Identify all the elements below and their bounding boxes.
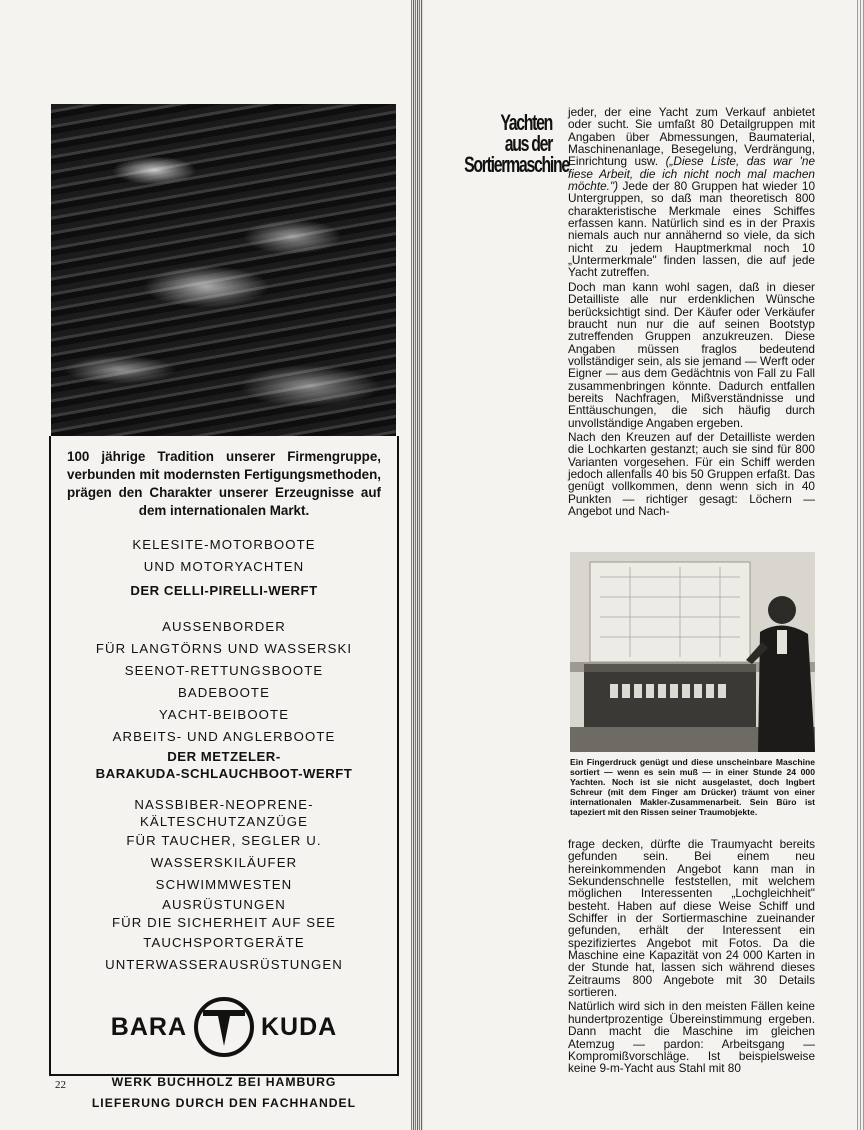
- ad-maker-line: BARAKUDA-SCHLAUCHBOOT-WERFT: [95, 766, 353, 781]
- page-number: 22: [55, 1079, 66, 1091]
- ad-line: FÜR LANGTÖRNS UND WASSERSKI: [95, 641, 353, 656]
- ad-line: SCHWIMMWESTEN: [155, 877, 293, 892]
- office-scene-illustration: [570, 552, 815, 752]
- ad-line: AUSSENBORDER: [162, 619, 286, 634]
- article-paragraph: Natürlich wird sich in den meisten Fällen keine hundertprozentige Übereinstimmung ergeben. Dann macht die Maschine im gleichen Atemzug — pardon: Arbeitsgang — Kompromißvorschläge. Ist beispielsweise keine 9-m-Yacht aus Stahl mit 80: [568, 999, 815, 1076]
- article-paragraph: frage decken, dürfte die Traumyacht bereits gefunden sein. Bei einem neu hereinkommenden Angebot kann man in Sekundenschnelle feststellen, mit welchem möglichen Interessenten „Lochgleichheit" besteht. Haben auf diese Weise Schiff und Schiffer in der Sortiermaschine zueinander gefunden, erhält der Interessent ein spezifiziertes Angebot mit Fotos. Da die Maschine eine Kapazität von 24 000 Karten in der Stunde hat, lassen sich während dieses Zeitraums 800 Angebote mit 30 Details sortieren.: [568, 837, 815, 1000]
- headline-line: Sortiermaschine: [464, 152, 569, 177]
- ad-line: SEENOT-RETTUNGSBOOTE: [124, 663, 324, 678]
- sea-waves-photo: [51, 104, 396, 436]
- ad-line: UNTERWASSERAUSRÜSTUNGEN: [105, 957, 343, 972]
- ad-footer: [51, 1072, 397, 1114]
- ad-line: ARBEITS- UND ANGLERBOOTE: [112, 729, 336, 744]
- barakuda-logo: [51, 996, 397, 1058]
- ad-group-diving: [51, 796, 397, 976]
- page-edge: [857, 0, 864, 1130]
- ad-footer-line: WERK BUCHHOLZ BEI HAMBURG: [111, 1075, 337, 1089]
- article-paragraph: Doch man kann wohl sagen, daß in dieser Detailliste alle nur erdenklichen Wünsche berücksichtigt sind. Der Käufer oder Verkäufer braucht nun nur die auf seinen Bootstyp zutreffenden Gruppen anzukreuzen. Diese Angaben müssen fraglos bedeutend vollständiger sein, als sie jemand — Werft oder Eigner — aus dem Gedächtnis von Fall zu Fall zusammenbringen könnte. Dadurch entfallen bereits Nachfragen, Mißverständnisse und Enttäuschungen, die sich häufig durch unvollständige Angaben ergeben.: [568, 279, 815, 430]
- ad-line: BADEBOOTE: [178, 685, 270, 700]
- ad-maker-line: DER CELLI-PIRELLI-WERFT: [130, 583, 318, 598]
- paragraph-text: Jede der 80 Gruppen hat wieder 10 Untergruppen, so daß man theoretisch 800 charakteristische Merkmale eines Schiffes erfassen kann. Natürlich sind es in der Praxis niemals auch nur annähernd so viele, da sich nicht zu jedem Hauptmerkmal noch 10 „Untermerkmale" finden lassen, die auf jede Yacht zutreffen.: [568, 179, 816, 280]
- article-headline: [464, 110, 569, 177]
- ad-line: FÜR TAUCHER, SEGLER U. WASSERSKILÄUFER: [126, 833, 322, 870]
- article-paragraph: Nach den Kreuzen auf der Detailliste werden die Lochkarten gestanzt; auch sie sind für 800 Varianten vorgesehen. Für ein Schiff werden jedoch allenfalls 40 bis 50 Gruppen erfaßt. Das genügt vollkommen, denn wenn sich in 40 Punkten — richtiger gesagt: Löchern — Angebot und Nach-: [568, 429, 815, 518]
- ad-line: AUSRÜSTUNGEN: [162, 897, 286, 912]
- binding-gutter: [411, 0, 423, 1130]
- article-paragraph: [568, 106, 815, 279]
- ad-line: FÜR DIE SICHERHEIT AUF SEE: [111, 915, 336, 930]
- article-column-bottom: [568, 838, 815, 1077]
- ad-line: TAUCHSPORTGERÄTE: [143, 935, 305, 950]
- photo-caption: Ein Fingerdruck genügt und diese unscheinbare Maschine sortiert — wenn es sein muß — in einer Stunde 24 000 Yachten. Noch ist sie nicht ausgelastet, doch Ingbert Schreur (mit dem Finger am Drücker) träumt von einer internationalen Makler-Zusammenarbeit. Sein Büro ist tapeziert mit den Rissen seiner Traumobjekte.: [570, 757, 815, 818]
- ad-intro-text: 100 jährige Tradition unserer Firmengruppe, verbunden mit modernsten Fertigungsmethoden, prägen den Charakter unserer Erzeugnisse auf dem internationalen Markt.: [67, 449, 381, 518]
- quote-text: („Diese Liste, das war 'ne fiese Arbeit, die ich nicht noch mal machen möchte."): [568, 154, 816, 194]
- sorting-machine-photo: [570, 552, 815, 752]
- ad-group-motorboats: [51, 534, 397, 602]
- paragraph-text: jeder, der eine Yacht zum Verkauf anbietet oder sucht. Sie umfaßt 80 Detailgruppen mit Angaben über Abmessungen, Baumaterial, Maschinenanlage, Besegelung, Verdrängung, Einrichtung usw.: [568, 105, 815, 169]
- ad-group-inflatables: [51, 616, 397, 782]
- ad-line: KÄLTESCHUTZANZÜGE: [140, 814, 308, 829]
- headline-line: Yachten: [500, 110, 552, 135]
- logo-text-right: KUDA: [261, 1012, 338, 1041]
- ad-maker-line: DER METZELER-: [167, 749, 281, 764]
- article-column-top: [568, 106, 815, 519]
- ad-line: UND MOTORYACHTEN: [143, 559, 305, 574]
- ad-footer-line: LIEFERUNG DURCH DEN FACHHANDEL: [91, 1096, 357, 1110]
- logo-text-left: BARA: [110, 1012, 187, 1041]
- headline-line: aus der: [504, 131, 552, 156]
- ad-line: YACHT-BEIBOOTE: [158, 707, 290, 722]
- barakuda-emblem-icon: [193, 996, 255, 1058]
- ad-line: NASSBIBER-NEOPRENE-: [134, 797, 314, 812]
- ad-line: KELESITE-MOTORBOOTE: [132, 537, 316, 552]
